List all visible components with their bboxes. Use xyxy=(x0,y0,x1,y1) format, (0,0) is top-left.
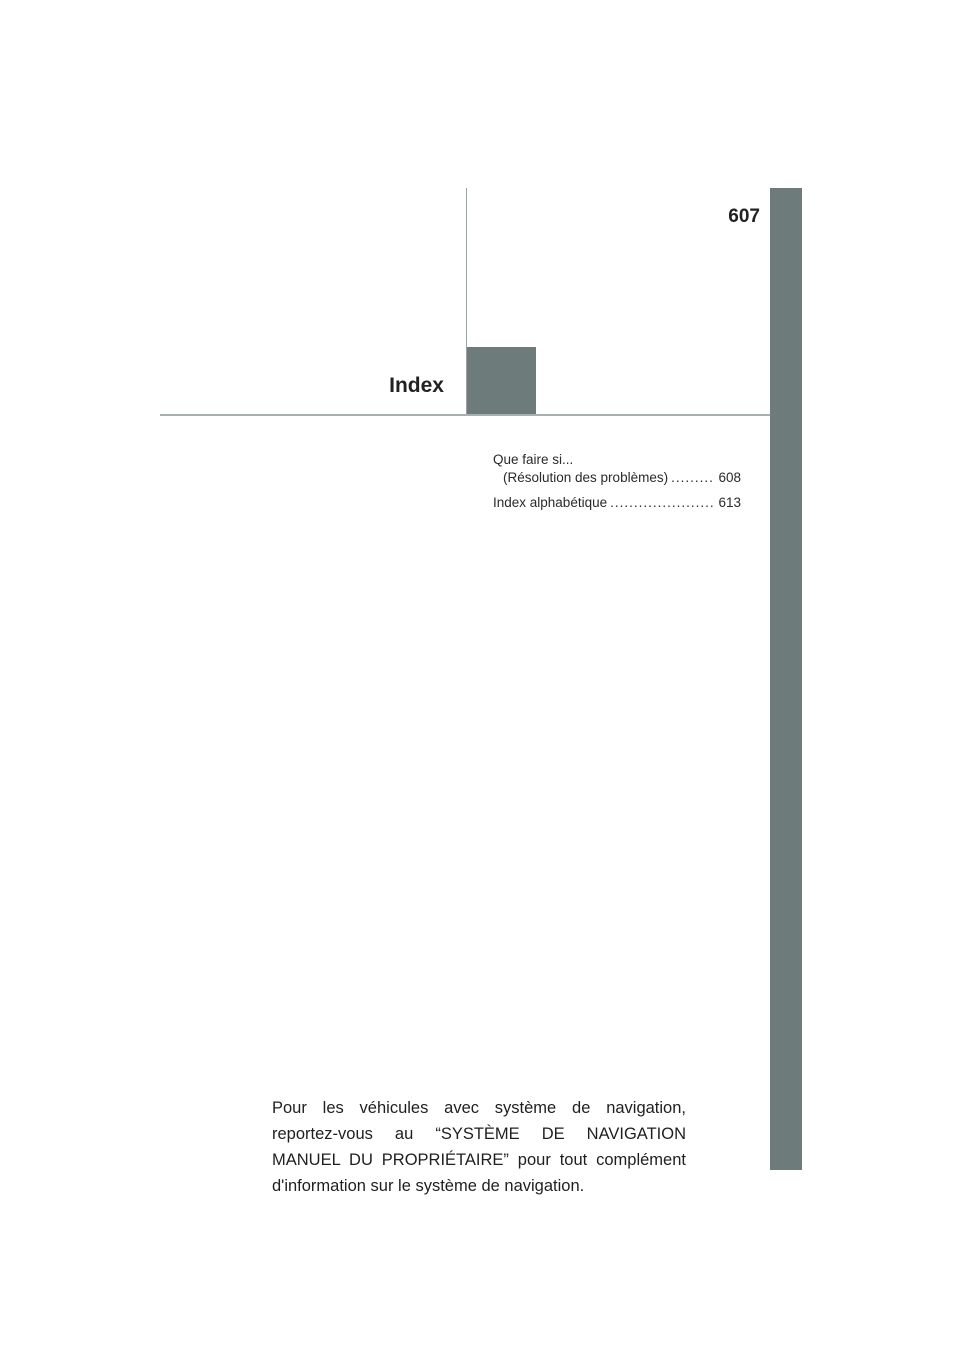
toc-entry-label: Que faire si... xyxy=(493,452,574,467)
page-number: 607 xyxy=(728,206,760,227)
toc-entry-alphabetical-index[interactable] xyxy=(493,494,741,512)
toc-dot-leader xyxy=(671,469,715,487)
table-of-contents xyxy=(493,451,741,519)
toc-entry-label: Index alphabétique xyxy=(493,495,608,510)
section-marker-block xyxy=(467,347,536,415)
toc-entry-troubleshooting[interactable] xyxy=(493,451,741,487)
header-horizontal-rule xyxy=(160,414,770,416)
navigation-system-note: Pour les véhicules avec système de navigation, reportez-vous au “SYSTÈME DE NAVIGATION MANUEL DU PROPRIÉTAIRE” pour tout complément d'information sur le système de navigation. xyxy=(272,1098,686,1195)
section-title: Index xyxy=(389,374,444,397)
chapter-side-tab xyxy=(770,188,802,1170)
toc-entry-page: 608 xyxy=(718,470,741,485)
toc-dot-leader xyxy=(610,494,715,512)
toc-entry-sublabel: (Résolution des problèmes) xyxy=(503,470,669,485)
toc-entry-page: 613 xyxy=(718,495,741,510)
